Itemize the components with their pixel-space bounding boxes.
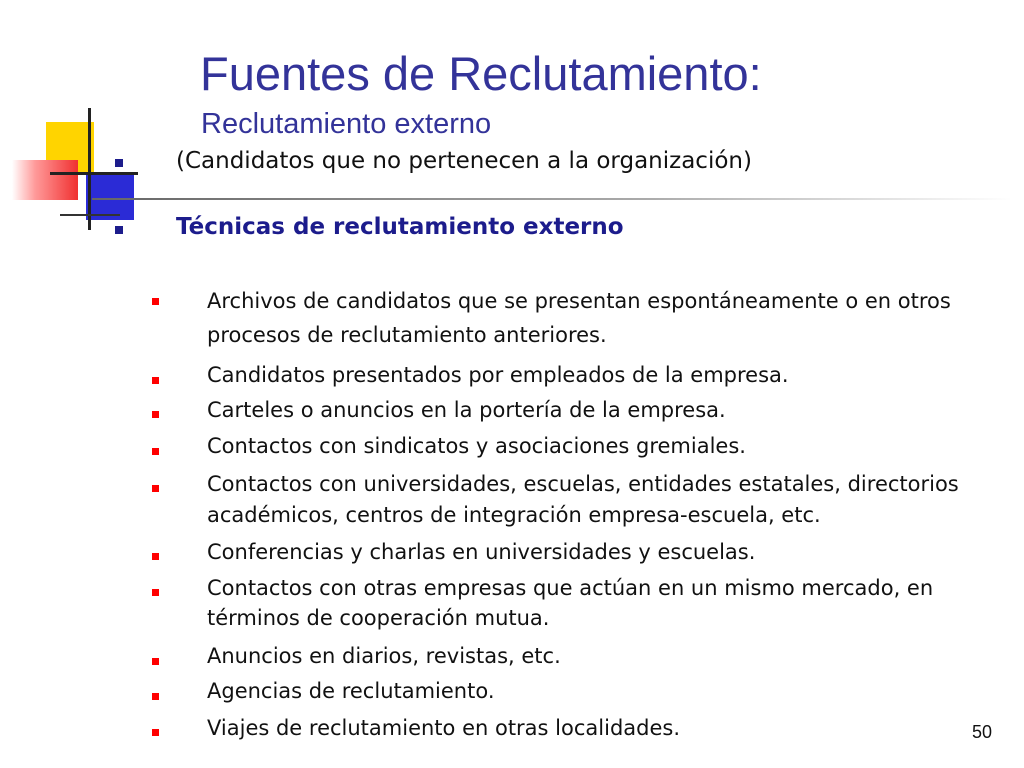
list-item: Carteles o anuncios en la portería de la empresa. bbox=[207, 398, 726, 422]
list-item: Conferencias y charlas en universidades y escuelas. bbox=[207, 540, 756, 564]
bullet-red-icon bbox=[152, 693, 159, 700]
list-item: Contactos con otras empresas que actúan en un mismo mercado, en bbox=[207, 576, 934, 600]
blue-square bbox=[86, 172, 134, 220]
slide-title: Fuentes de Reclutamiento: bbox=[200, 47, 762, 100]
bullet-red-icon bbox=[152, 589, 159, 596]
list-item: Anuncios en diarios, revistas, etc. bbox=[207, 644, 561, 668]
bullet-red-icon bbox=[152, 298, 159, 305]
vertical-line bbox=[88, 108, 91, 230]
section-heading: Técnicas de reclutamiento externo bbox=[176, 214, 624, 240]
decorative-squares-graphic bbox=[0, 0, 160, 240]
page-number: 50 bbox=[971, 722, 992, 742]
bullet-red-icon bbox=[152, 377, 159, 384]
list-item: Contactos con sindicatos y asociaciones gremiales. bbox=[207, 434, 746, 458]
bullet-red-icon bbox=[152, 658, 159, 665]
bullet-red-icon bbox=[152, 411, 159, 418]
bullet-red-icon bbox=[152, 553, 159, 560]
list-item-continuation: términos de cooperación mutua. bbox=[207, 606, 550, 630]
bullet-red-icon bbox=[152, 729, 159, 736]
slide-subtitle: Reclutamiento externo bbox=[201, 108, 492, 140]
list-item-continuation: procesos de reclutamiento anteriores. bbox=[207, 323, 607, 347]
list-item: Viajes de reclutamiento en otras localidades. bbox=[207, 716, 681, 740]
red-gradient-square bbox=[12, 160, 78, 200]
bullet-square-icon bbox=[115, 226, 123, 234]
list-item: Contactos con universidades, escuelas, entidades estatales, directorios bbox=[207, 472, 959, 496]
list-item: Candidatos presentados por empleados de la empresa. bbox=[207, 363, 789, 387]
bullet-square-icon bbox=[115, 159, 123, 167]
horizontal-line bbox=[50, 172, 138, 175]
bullet-red-icon bbox=[152, 485, 159, 492]
bullet-red-icon bbox=[152, 448, 159, 455]
list-item-continuation: académicos, centros de integración empresa-escuela, etc. bbox=[207, 503, 821, 527]
title-divider-rule bbox=[92, 198, 1012, 200]
list-item: Archivos de candidatos que se presentan espontáneamente o en otros bbox=[207, 289, 951, 313]
intro-text: (Candidatos que no pertenecen a la organización) bbox=[176, 148, 752, 174]
list-item: Agencias de reclutamiento. bbox=[207, 679, 495, 703]
horizontal-line-lower bbox=[60, 214, 120, 216]
